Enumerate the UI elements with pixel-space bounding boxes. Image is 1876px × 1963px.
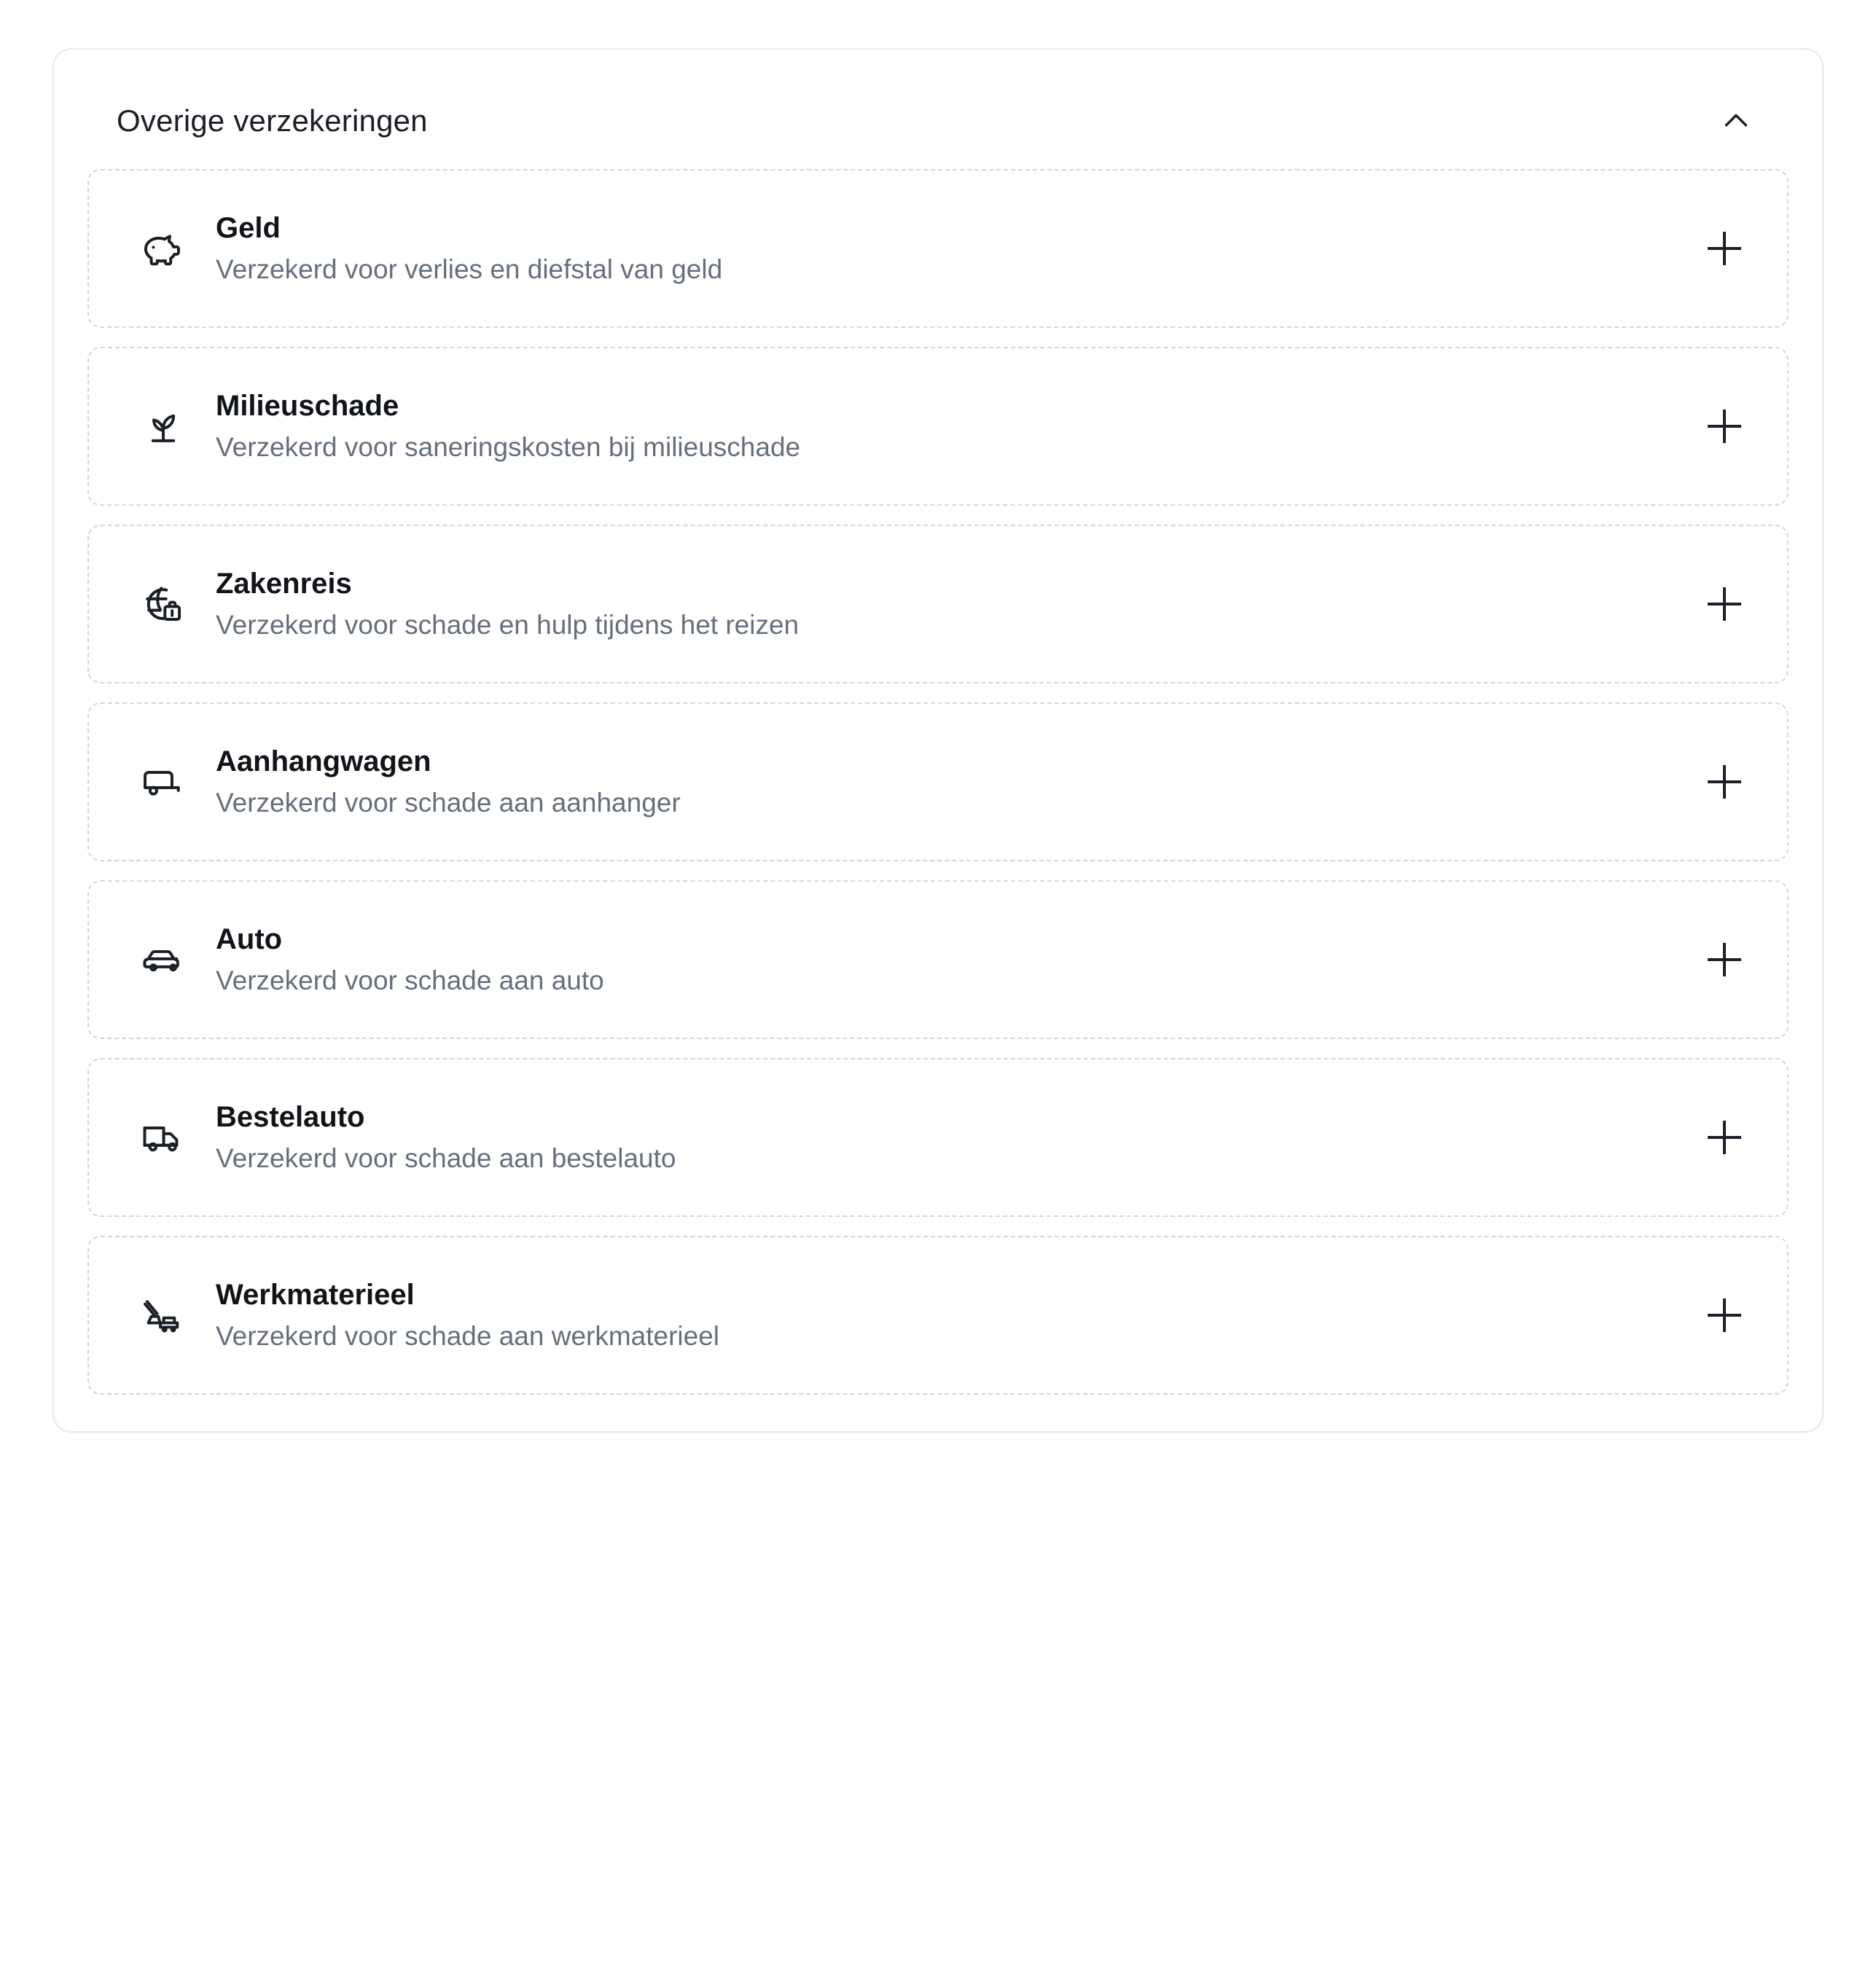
list-item-description: Verzekerd voor schade en hulp tijdens het reizen bbox=[216, 609, 800, 640]
chevron-up-icon[interactable] bbox=[1713, 98, 1759, 144]
list-item-texts bbox=[216, 745, 1679, 819]
plus-icon[interactable] bbox=[1697, 399, 1752, 454]
list-item[interactable] bbox=[87, 525, 1789, 683]
globe-luggage-icon bbox=[130, 571, 197, 638]
list-item-description: Verzekerd voor schade aan bestelauto bbox=[216, 1143, 676, 1173]
list-item-texts bbox=[216, 1278, 1679, 1352]
list-item-texts bbox=[216, 922, 1679, 997]
page-title: Overige verzekeringen bbox=[117, 103, 428, 138]
list-item-description: Verzekerd voor verlies en diefstal van geld bbox=[216, 254, 723, 284]
trailer-icon bbox=[130, 748, 197, 815]
list-item-texts bbox=[216, 211, 1679, 286]
list-item[interactable] bbox=[87, 1236, 1789, 1395]
list-item-title: Auto bbox=[216, 922, 283, 955]
car-icon bbox=[130, 926, 197, 993]
list-item-texts bbox=[216, 567, 1679, 641]
plus-icon[interactable] bbox=[1697, 1288, 1752, 1343]
insurance-list bbox=[86, 169, 1790, 1395]
list-item[interactable] bbox=[87, 702, 1789, 861]
card-header bbox=[86, 79, 1790, 169]
plus-icon[interactable] bbox=[1697, 576, 1752, 632]
list-item-title: Geld bbox=[216, 211, 281, 244]
list-item-texts bbox=[216, 389, 1679, 463]
piggy-bank-icon bbox=[130, 215, 197, 282]
plus-icon[interactable] bbox=[1697, 932, 1752, 987]
list-item[interactable] bbox=[87, 169, 1789, 328]
list-item-title: Milieuschade bbox=[216, 389, 399, 422]
list-item[interactable] bbox=[87, 880, 1789, 1039]
list-item-title: Zakenreis bbox=[216, 567, 352, 600]
list-item-description: Verzekerd voor schade aan aanhanger bbox=[216, 787, 681, 818]
list-item-description: Verzekerd voor schade aan auto bbox=[216, 965, 604, 995]
list-item-title: Aanhangwagen bbox=[216, 745, 431, 777]
list-item-title: Bestelauto bbox=[216, 1100, 365, 1133]
list-item[interactable] bbox=[87, 1058, 1789, 1217]
van-icon bbox=[130, 1104, 197, 1171]
sprout-icon bbox=[130, 393, 197, 460]
list-item-description: Verzekerd voor schade aan werkmaterieel bbox=[216, 1320, 720, 1351]
plus-icon[interactable] bbox=[1697, 1110, 1752, 1165]
list-item-description: Verzekerd voor saneringskosten bij milieuschade bbox=[216, 431, 801, 462]
list-item-texts bbox=[216, 1100, 1679, 1175]
other-insurances-card bbox=[52, 48, 1824, 1433]
excavator-icon bbox=[130, 1282, 197, 1349]
plus-icon[interactable] bbox=[1697, 221, 1752, 276]
list-item-title: Werkmaterieel bbox=[216, 1278, 415, 1311]
list-item[interactable] bbox=[87, 347, 1789, 506]
plus-icon[interactable] bbox=[1697, 754, 1752, 810]
